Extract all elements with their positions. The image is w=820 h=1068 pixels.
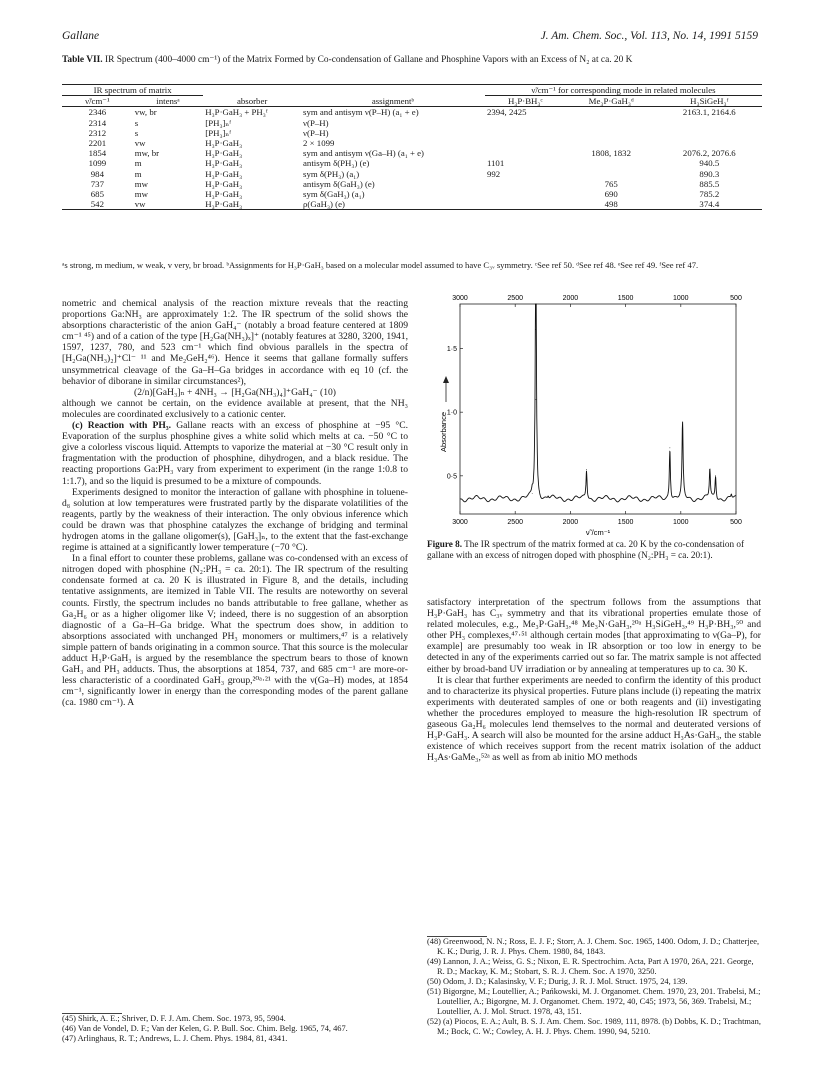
table-cell: vw: [134, 199, 146, 210]
table-cell: antisym δ(PH₃) (e): [303, 158, 370, 169]
y-tick-label: 1·0: [446, 409, 457, 417]
x-tick-label-top: 1000: [673, 295, 689, 302]
reference: (51) Bigorgne, M.; Loutellier, A.; Pańkowski, M. J. Organomet. Chem. 1970, 23, 201. Trabelsi, M.; Loutellier, A.; Bigorgne, M. J. Organomet. Chem. 1972, 40, C45; 1973, 56, 369. Trabelsi, M.; Loutellier, A. J. Mol. Struct. 1978, 43, 151.: [427, 987, 761, 1016]
table-col-header: Me₃P·GaH₃ᵈ: [588, 96, 634, 107]
table-cell: 992: [486, 168, 501, 179]
table-header-row: [62, 96, 762, 107]
table-cell: ν(P–H): [303, 127, 329, 138]
table-row: [62, 169, 762, 179]
table-cell: 542: [90, 199, 104, 210]
right-references: [427, 936, 761, 1037]
table-col-header: ν̃/cm⁻¹: [62, 96, 133, 107]
table-group-header-left: IR spectrum of matrix: [93, 85, 172, 95]
x-tick-label: 500: [730, 519, 742, 526]
table-cell: mw: [134, 178, 148, 189]
table-cell: H₃P·GaH₃: [205, 189, 243, 200]
table-cell: 1099: [88, 158, 107, 169]
table-cell: 685: [90, 189, 104, 200]
table-cell: [485, 148, 566, 158]
table-cell: 2314: [88, 117, 107, 128]
header-journal-citation: J. Am. Chem. Soc., Vol. 113, No. 14, 1991 5159: [540, 30, 758, 42]
table-cell: ρ(GaH₃) (e): [303, 199, 345, 210]
table-cell: 1854: [88, 148, 107, 159]
table-cell: H₃P·GaH₃: [205, 158, 243, 169]
table-cell: H₃P·GaH₃ + PH₃ᶠ: [205, 107, 268, 118]
spectrum-peak: [731, 495, 732, 496]
paragraph: In a final effort to counter these problems, gallane was co-condensed with an excess of nitrogen doped with phosphine (N₂:PH₃ = ca. 20:1). The IR spectrum of the resulting condensate formed at ca. 20 K is illustrated in Figure 8, and the details, including tentative assignments, are itemized in Table VII. The results are noteworthy on several counts. Firstly, the spectrum includes no bands attributable to free gallane, whether as Ga₂H₆ or as a higher oligomer like V; indeed, there is no suggestion of an absorption diagnostic of a Ga–H–Ga bridge. What the spectrum does show, in addition to absorptions associated with unchanged PH₃ monomers or multimers,⁴⁷ is a relatively simple pattern of bands originating in a common source. That this source is the molecular adduct H₃P·GaH₃ is argued by the resemblance the spectrum bears to those of known GaH₃ and PH₃ adducts. Thus, the absorptions at 1854, 737, and 685 cm⁻¹ are more-or-less characteristic of a coordinated GaH₃ group,²⁰ᵃ·²¹ with the ν(Ga–H) modes, at 1854 cm⁻¹, significantly lower in energy than the corresponding modes of the parent gallane (ca. 1980 cm⁻¹). A: [62, 553, 408, 709]
reference: (48) Greenwood, N. N.; Ross, E. J. F.; Storr, A. J. Chem. Soc. 1965, 1400. Odom, J. D.; Chatterjee, K. K.; Durig, J. R. J. Phys. Chem. 1980, 84, 1843.: [427, 937, 760, 956]
reference: (45) Shirk, A. E.; Shriver, D. F. J. Am. Chem. Soc. 1973, 95, 5904.: [62, 1014, 286, 1023]
table-row: [62, 138, 762, 148]
x-tick-label-top: 2000: [562, 295, 579, 302]
x-tick-label-top: 2500: [507, 295, 523, 302]
table-cell: [566, 118, 657, 128]
table-cell: 984: [90, 168, 104, 179]
table-cell: H₃P·GaH₃: [205, 138, 243, 149]
table-cell: 737: [90, 178, 104, 189]
y-tick-label: 0·5: [446, 473, 457, 481]
table-cell: [485, 118, 566, 128]
table-group-spacer: [203, 85, 485, 96]
table-row: [62, 128, 762, 138]
spectrum-trace: [460, 304, 736, 502]
table-cell: 890.3: [699, 168, 720, 179]
right-column-text: [427, 597, 761, 763]
table-cell: [PH₃]ₙᶠ: [205, 127, 232, 138]
table-cell: m: [134, 158, 142, 169]
reference: (50) Odom, J. D.; Kalasinsky, V. F.; Durig, J. R. J. Mol. Struct. 1975, 24, 139.: [427, 977, 688, 986]
table-cell: H₃P·GaH₃: [205, 148, 243, 159]
table-cell: H₃P·GaH₃: [205, 168, 243, 179]
table-row: [62, 199, 762, 210]
table-cell: 2394, 2425: [486, 107, 527, 118]
spectrum-peak: [548, 496, 549, 497]
table-row: [62, 148, 762, 158]
paragraph: nometric and chemical analysis of the reaction mixture reveals that the reacting proportions Ga:NH₃ are approximately 1:2. The IR spectrum of the solid shows the absorptions characteristic of the anion GaH₄⁻ (notably a broad feature centered at 1809 cm⁻¹ ⁴⁵) and of a cation of the type [H₂Ga(NH₃)ₓ]⁺ (notably features at 3280, 3200, 1941, 1597, 1237, 780, and 523 cm⁻¹ which find obvious parallels in the spectra of [H₂Ga(NH₃)₂]⁺Cl⁻ ¹¹ and Me₂GeH₂⁴⁶). Hence it seems that gallane formally suffers unsymmetrical cleavage of the Ga–H–Ga bridges in accordance with eq 10 (cf. the behavior of diborane in similar circumstances²),: [62, 298, 408, 387]
x-tick-label: 3000: [452, 519, 468, 526]
table-cell: mw: [134, 189, 148, 200]
table-cell: mw, br: [134, 148, 160, 159]
table-cell: 2076.2, 2076.6: [682, 148, 736, 159]
paragraph: Experiments designed to monitor the interaction of gallane with phosphine in toluene-d₈ solution at low temperatures were frustrated partly by the disparate volatilities of the reagents, partly by the weakness of their interaction. The only obvious inference which could be drawn was that phosphine catalyzes the exchange of bridging and terminal hydrogen atoms in the gallane oligomer(s), [GaH₃]ₙ, to the extent that the fast-exchange regime is attained at a significantly lower temperature (−70 °C).: [62, 486, 408, 554]
table-cell: sym and antisym ν(P–H) (a₁ + e): [303, 107, 419, 118]
table-cell: [566, 158, 657, 168]
ir-table: [62, 84, 762, 210]
y-tick-label: 1·5: [446, 346, 457, 354]
spectrum-peak: [586, 469, 587, 470]
table-col-header: assignmentᵇ: [371, 95, 415, 106]
paragraph: although we cannot be certain, on the evidence available at present, that the NH₃ molecules are coordinated exclusively to a cationic center.: [62, 397, 408, 420]
equation-10: (2/n)[GaH₃]ₙ + 4NH₃ → [H₂Ga(NH₃)₄]⁺GaH₄⁻ (10): [134, 386, 336, 398]
paragraph: It is clear that further experiments are needed to confirm the identity of this product and to characterize its physical properties. Future plans include (i) repeating the matrix experiments with deuterated samples of one or both reagents and (ii) investigating whether the procedures employed to measure the high-resolution IR spectrum of gaseous Ga₂H₆ molecules lend themselves to the normal and deuterated versions of H₃P·GaH₃. A search will also be mounted for the arsine adduct H₃As·GaH₃, the stable existence of which receives support from the recent matrix isolation of the adduct H₃As·GaMe₃,⁵²ᵃ as well as from ab initio MO methods: [427, 674, 761, 764]
table-cell: [566, 128, 657, 138]
table-cell: 498: [604, 199, 618, 210]
table-col-header: H₃SiGeH₃ᶠ: [690, 96, 729, 107]
table-cell: 2163.1, 2164.6: [682, 107, 736, 118]
table-cell: [485, 189, 566, 199]
paragraph: [62, 420, 408, 487]
x-ticks-bottom: [452, 511, 742, 526]
table-cell: H₃P·GaH₃: [205, 199, 243, 210]
x-tick-label: 1000: [673, 519, 689, 526]
section-heading: (c) Reaction with PH₃.: [72, 420, 172, 432]
spectrum-peak: [669, 447, 670, 448]
table-cell: [657, 128, 762, 138]
y-ticks: [447, 346, 463, 480]
table-cell: 765: [604, 178, 618, 189]
spectrum-peak: [715, 475, 716, 476]
table-cell: 1808, 1832: [591, 148, 631, 159]
ir-spectrum-chart: [436, 292, 750, 537]
table-cell: [485, 179, 566, 189]
x-tick-label: 1500: [617, 519, 634, 526]
header-section-title: Gallane: [62, 30, 100, 42]
spectrum-peak: [535, 329, 536, 330]
table-row: [62, 189, 762, 199]
table-cell: [566, 107, 657, 118]
x-ticks-top: [452, 295, 742, 307]
table-row: [62, 118, 762, 128]
table-row: [62, 179, 762, 189]
spectrum-peak: [536, 399, 537, 400]
table-cell: [485, 138, 566, 148]
table-cell: 885.5: [699, 178, 720, 189]
table-cell: 374.4: [699, 199, 720, 210]
x-tick-label-top: 3000: [452, 295, 468, 302]
paragraph-text: Gallane reacts with an excess of phosphine at −95 °C. Evaporation of the surplus phosphine gives a white solid which melts at ca. −50 °C to give a colorless viscous liquid. Attempts to vaporize the material at −30 °C result only in fragmentation with the production of phosphine, dihydrogen, and a black residue. The reacting proportions Ga:PH₃ vary from experiment to experiment (in the range 1:0.8 to 1:1.7), and so the liquid is presumed to be a mixture of compounds.: [62, 420, 408, 487]
plot-frame: [460, 304, 736, 514]
table-cell: vw, br: [134, 107, 157, 118]
table-cell: vw: [134, 138, 146, 149]
table-cell: [485, 128, 566, 138]
table-cell: 940.5: [699, 158, 720, 169]
spectrum-peak: [709, 469, 710, 470]
table-cell: 2201: [88, 138, 107, 149]
table-cell: sym δ(PH₃) (a₁): [303, 168, 360, 179]
figure-caption-text: The IR spectrum of the matrix formed at ca. 20 K by the co-condensation of gallane with an excess of nitrogen doped with phosphine (N₂:PH₃ = ca. 20:1).: [427, 539, 745, 560]
figure-label: Figure 8.: [427, 539, 463, 549]
table-cell: m: [134, 168, 142, 179]
table-cell: ν(P–H): [303, 117, 329, 128]
reference: (49) Lannon, J. A.; Weiss, G. S.; Nixon, E. R. Spectrochim. Acta, Part A 1970, 26A, 221. George, R. D.; Mackay, K. M.; Stobart, S. R. J. Chem. Soc. A 1970, 3250.: [427, 957, 754, 976]
y-axis-label: Absorbance: [439, 411, 448, 453]
table-cell: antisym δ(GaH₃) (e): [303, 178, 375, 189]
table-cell: s: [134, 127, 139, 138]
x-tick-label: 2000: [562, 519, 579, 526]
table-cell: 785.2: [699, 189, 720, 200]
table-row: [62, 158, 762, 168]
table-cell: 2312: [88, 127, 107, 138]
table-cell: [485, 199, 566, 210]
left-references: [62, 1013, 408, 1044]
table-cell: [PH₃]ₙᶠ: [205, 117, 232, 128]
paragraph: satisfactory interpretation of the spectrum follows from the assumptions that H₃P·GaH₃ has C₃ᵥ symmetry and that its vibrational properties emulate those of related molecules, e.g., Me₃P·GaH₃,⁴⁸ Me₃N·GaH₃,²⁰ᵃ H₃SiGeH₃,⁴⁹ H₃P·BH₃,⁵⁰ and other PH₃ complexes,⁴⁷·⁵¹ although certain modes [that approximating to ν(Ga–P), for example] are presumably too weak in IR absorption or too low in energy to be detected in any of the experiments carried out so far. The matrix sample is not affected either by broad-band UV irradiation or by annealing at temperatures up to ca. 30 K.: [427, 597, 761, 675]
table-col-header: intensᵃ: [133, 96, 204, 107]
table-cell: 690: [604, 189, 618, 200]
table-cell: [657, 118, 762, 128]
x-axis-label: ν̃ /cm⁻¹: [585, 528, 611, 537]
x-tick-label-top: 1500: [617, 295, 634, 302]
figure-caption: [427, 539, 761, 561]
reference: (52) (a) Piocos, E. A.; Ault, B. S. J. Am. Chem. Soc. 1989, 111, 8978. (b) Dobbs, K. D.; Trachtman, M.; Bock, C. W.; Cowley, A. H. J. Phys. Chem. 1990, 94, 5210.: [427, 1017, 761, 1036]
x-tick-label-top: 500: [730, 295, 742, 302]
table-row: [62, 107, 762, 118]
table-cell: 2 × 1099: [303, 138, 335, 149]
table-caption: [62, 55, 762, 66]
table-cell: 2346: [88, 107, 107, 118]
table-group-header-right: ν̃/cm⁻¹ for corresponding mode in related molecules: [485, 85, 762, 96]
table-cell: H₃P·GaH₃: [205, 178, 243, 189]
table-cell: [566, 169, 657, 179]
left-column-text: [62, 298, 408, 708]
table-cell: sym and antisym ν(Ga–H) (a₁ + e): [303, 148, 424, 159]
table-cell: s: [134, 117, 139, 128]
spectrum-peak: [682, 425, 683, 426]
table-cell: sym δ(GaH₃) (a₁): [303, 189, 365, 200]
reference: (47) Arlinghaus, R. T.; Andrews, L. J. Chem. Phys. 1984, 81, 4341.: [62, 1034, 288, 1043]
table-cell: 1101: [486, 158, 505, 169]
table-footnote: ᵃs strong, m medium, w weak, v very, br broad. ᵇAssignments for H₃P·GaH₃ based on a molecular model assumed to have C₃ᵥ symmetry. ᶜSee ref 50. ᵈSee ref 48. ᵉSee ref 49. ᶠSee ref 47.: [62, 260, 699, 270]
table-cell: [657, 138, 762, 148]
figure-8: [436, 292, 750, 537]
table-col-header: absorber: [237, 95, 268, 106]
table-caption-label: Table VII.: [62, 55, 103, 65]
arrow-head-icon: [443, 376, 449, 383]
x-tick-label: 2500: [507, 519, 523, 526]
spectrum-peak: [532, 493, 533, 494]
table-caption-text: IR Spectrum (400–4000 cm⁻¹) of the Matrix Formed by Co-condensation of Gallane and Phosphine Vapors with an Excess of N₂ at ca. 20 K: [105, 55, 633, 65]
running-header: [62, 30, 758, 46]
reference: (46) Van de Vondel, D. F.; Van der Kelen, G. P. Bull. Soc. Chim. Belg. 1965, 74, 467.: [62, 1024, 348, 1033]
table-cell: [566, 138, 657, 148]
table-col-header: H₃P·BH₃ᶜ: [507, 96, 543, 107]
